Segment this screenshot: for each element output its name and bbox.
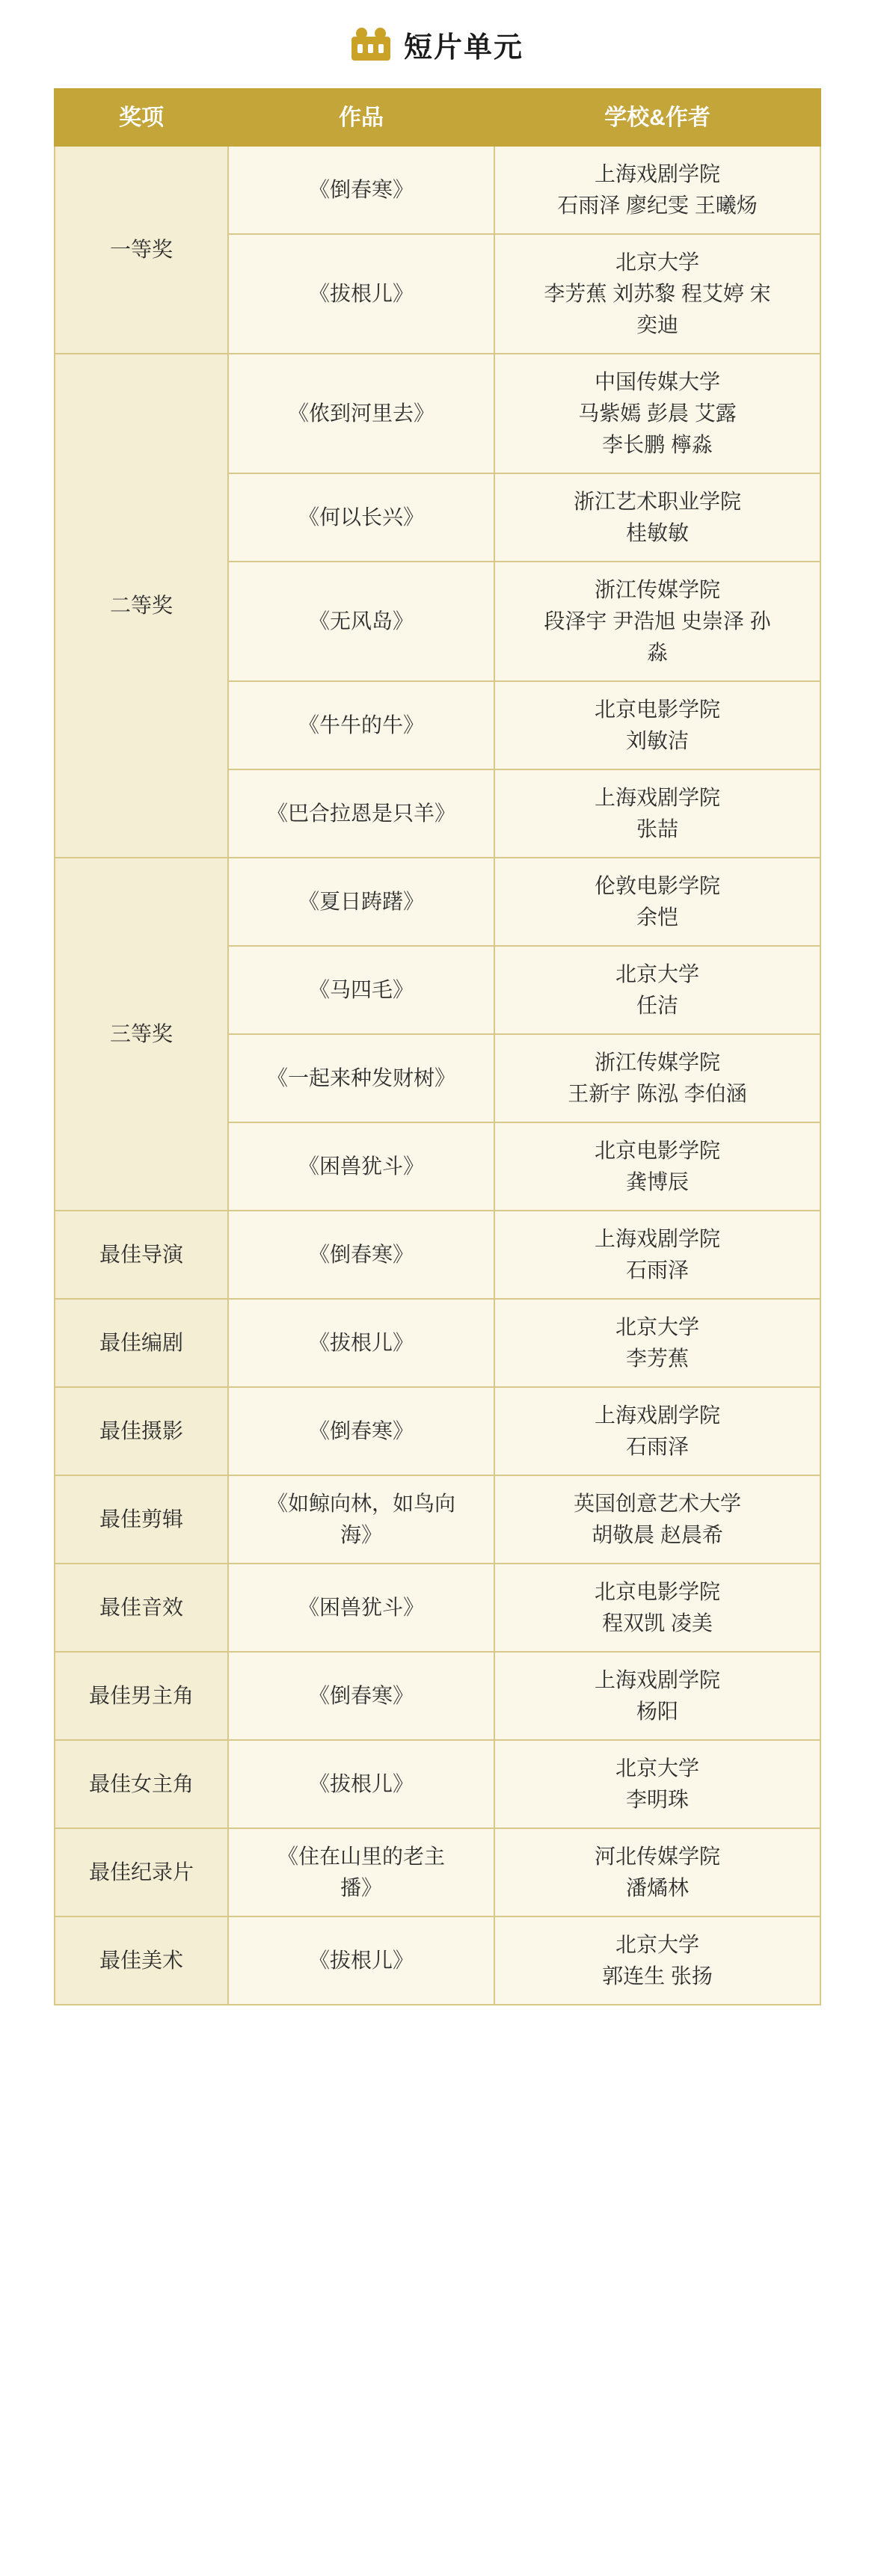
author-names-line: 段泽宇 尹浩旭 史崇泽 孙 (544, 609, 771, 633)
work-title-cell (228, 1034, 494, 1122)
award-category-cell: 最佳纪录片 (55, 1828, 228, 1916)
work-title-cell (228, 681, 494, 769)
page-title: 短片单元 (403, 31, 524, 64)
work-title-line: 《拔根儿》 (308, 1772, 414, 1795)
work-title-cell (228, 1299, 494, 1387)
author-names-line: 奕迪 (636, 313, 678, 336)
work-title-cell (228, 1387, 494, 1475)
author-names-line: 李芳蕉 (625, 1347, 689, 1370)
school-author-cell (494, 354, 820, 473)
school-name-line: 浙江艺术职业学院 (573, 490, 741, 513)
author-names-line: 李长鹏 檸淼 (602, 433, 713, 456)
school-author-cell (494, 1387, 820, 1475)
school-name-line: 上海戏剧学院 (594, 1668, 720, 1691)
school-author-cell (494, 769, 820, 858)
work-title-cell (228, 769, 494, 858)
award-category-cell: 一等奖 (55, 146, 228, 354)
school-name-line: 上海戏剧学院 (594, 162, 720, 185)
school-name-line: 浙江传媒学院 (594, 1051, 720, 1074)
table-row (55, 1299, 820, 1387)
work-title-line: 《如鲸向林，如鸟向 (266, 1492, 455, 1515)
school-author-cell (494, 1916, 820, 2005)
school-author-cell (494, 146, 820, 234)
table-row (55, 858, 820, 946)
work-title-cell (228, 1652, 494, 1740)
author-names-line: 龚博辰 (625, 1170, 689, 1193)
author-names-line: 李芳蕉 刘苏黎 程艾婷 宋 (544, 282, 771, 305)
work-title-line: 《无风岛》 (308, 609, 414, 633)
table-row (55, 1828, 820, 1916)
work-title-line: 《倒春寒》 (308, 1684, 414, 1707)
work-title-cell (228, 1828, 494, 1916)
table-row (55, 1475, 820, 1564)
work-title-cell (228, 146, 494, 234)
work-title-line: 播》 (340, 1876, 382, 1899)
author-names-line: 王新宇 陈泓 李伯涵 (568, 1082, 747, 1105)
work-title-cell (228, 354, 494, 473)
awards-table (54, 88, 821, 2005)
school-name-line: 上海戏剧学院 (594, 786, 720, 809)
school-author-cell (494, 946, 820, 1034)
award-category-cell: 最佳编剧 (55, 1299, 228, 1387)
work-title-cell (228, 473, 494, 562)
work-title-line: 《马四毛》 (308, 978, 414, 1001)
work-title-line: 《拔根儿》 (308, 282, 414, 305)
school-author-cell (494, 1652, 820, 1740)
award-category-cell: 最佳剪辑 (55, 1475, 228, 1564)
table-row (55, 146, 820, 234)
work-title-line: 《倒春寒》 (308, 1419, 414, 1442)
school-author-cell (494, 1475, 820, 1564)
school-name-line: 北京电影学院 (594, 698, 720, 721)
table-header-row (55, 89, 820, 146)
table-row (55, 1564, 820, 1652)
work-title-line: 《夏日踌躇》 (298, 890, 424, 913)
work-title-line: 《拔根儿》 (308, 1949, 414, 1972)
school-author-cell (494, 1122, 820, 1211)
work-title-line: 《巴合拉恩是只羊》 (266, 802, 455, 825)
work-title-line: 《困兽犹斗》 (298, 1155, 424, 1178)
work-title-line: 《牛牛的牛》 (298, 713, 424, 737)
school-name-line: 北京电影学院 (594, 1139, 720, 1162)
work-title-cell (228, 1564, 494, 1652)
school-name-line: 北京大学 (615, 1933, 699, 1956)
author-names-line: 胡敬晨 赵晨希 (592, 1523, 723, 1546)
author-names-line: 任洁 (636, 994, 678, 1017)
school-author-cell (494, 1828, 820, 1916)
award-category-cell: 最佳摄影 (55, 1387, 228, 1475)
author-names-line: 淼 (646, 641, 668, 664)
work-title-line: 《倒春寒》 (308, 178, 414, 201)
author-names-line: 潘燏林 (625, 1876, 689, 1899)
school-author-cell (494, 858, 820, 946)
table-row (55, 1740, 820, 1828)
table-row (55, 1652, 820, 1740)
author-names-line: 石雨泽 (625, 1258, 689, 1282)
work-title-line: 《何以长兴》 (298, 505, 424, 529)
author-names-line: 张喆 (636, 817, 678, 840)
work-title-cell (228, 562, 494, 681)
school-author-cell (494, 1299, 820, 1387)
school-author-cell (494, 681, 820, 769)
author-names-line: 郭连生 张扬 (602, 1964, 713, 1988)
work-title-line: 海》 (340, 1523, 382, 1546)
award-category-cell: 最佳女主角 (55, 1740, 228, 1828)
school-author-cell (494, 473, 820, 562)
table-body (55, 146, 820, 2005)
school-name-line: 北京大学 (615, 1315, 699, 1338)
author-names-line: 石雨泽 廖纪雯 王曦炀 (557, 194, 758, 217)
school-name-line: 北京大学 (615, 962, 699, 986)
work-title-cell (228, 946, 494, 1034)
school-name-line: 北京大学 (615, 1756, 699, 1780)
school-author-cell (494, 1564, 820, 1652)
work-title-line: 《困兽犹斗》 (298, 1596, 424, 1619)
author-names-line: 程双凯 凌美 (602, 1611, 713, 1635)
school-name-line: 河北传媒学院 (594, 1845, 720, 1868)
author-names-line: 杨阳 (636, 1700, 678, 1723)
school-author-cell (494, 1034, 820, 1122)
author-names-line: 石雨泽 (625, 1435, 689, 1458)
award-category-cell: 二等奖 (55, 354, 228, 858)
author-names-line: 李明珠 (625, 1788, 689, 1811)
table-row (55, 1916, 820, 2005)
school-name-line: 中国传媒大学 (594, 370, 720, 393)
award-category-cell: 最佳音效 (55, 1564, 228, 1652)
award-category-cell: 最佳导演 (55, 1211, 228, 1299)
work-title-cell (228, 1740, 494, 1828)
author-names-line: 刘敏洁 (625, 729, 689, 752)
work-title-cell (228, 1122, 494, 1211)
school-name-line: 北京大学 (615, 250, 699, 274)
column-header-award: 奖项 (55, 89, 228, 146)
school-author-cell (494, 1211, 820, 1299)
column-header-work: 作品 (228, 89, 494, 146)
table-row (55, 354, 820, 473)
film-clapper-icon (351, 28, 390, 61)
work-title-cell (228, 1475, 494, 1564)
table-row (55, 1387, 820, 1475)
award-category-cell: 最佳美术 (55, 1916, 228, 2005)
work-title-line: 《拔根儿》 (308, 1331, 414, 1354)
work-title-cell (228, 1211, 494, 1299)
work-title-line: 《侬到河里去》 (287, 402, 435, 425)
work-title-line: 《住在山里的老主 (277, 1845, 445, 1868)
work-title-line: 《一起来种发财树》 (266, 1066, 455, 1089)
school-name-line: 北京电影学院 (594, 1580, 720, 1603)
school-author-cell (494, 1740, 820, 1828)
column-header-school-author: 学校&作者 (494, 89, 820, 146)
school-name-line: 上海戏剧学院 (594, 1227, 720, 1250)
school-author-cell (494, 562, 820, 681)
work-title-cell (228, 1916, 494, 2005)
author-names-line: 马紫嫣 彭晨 艾露 (578, 402, 737, 425)
section-title-bar (0, 0, 875, 88)
table-head (55, 89, 820, 146)
school-name-line: 英国创意艺术大学 (573, 1492, 741, 1515)
work-title-cell (228, 858, 494, 946)
author-names-line: 桂敏敏 (625, 521, 689, 544)
work-title-line: 《倒春寒》 (308, 1243, 414, 1266)
school-name-line: 上海戏剧学院 (594, 1404, 720, 1427)
author-names-line: 余恺 (636, 906, 678, 929)
school-author-cell (494, 234, 820, 354)
table-row (55, 1211, 820, 1299)
school-name-line: 伦敦电影学院 (594, 874, 720, 897)
award-category-cell: 三等奖 (55, 858, 228, 1211)
award-category-cell: 最佳男主角 (55, 1652, 228, 1740)
work-title-cell (228, 234, 494, 354)
school-name-line: 浙江传媒学院 (594, 578, 720, 601)
